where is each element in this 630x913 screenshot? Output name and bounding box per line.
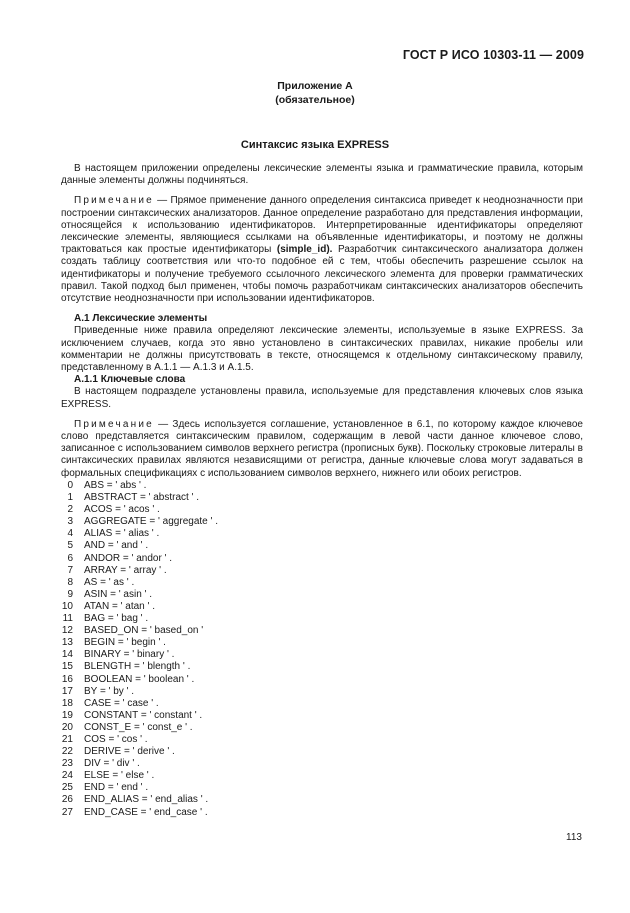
keyword-rule-row [58, 492, 218, 504]
rule-text: BASED_ON = ' based_on ' [84, 625, 204, 637]
appendix-title: Приложение А [277, 80, 353, 92]
keyword-rule-row [58, 746, 218, 758]
rule-text: ABS = ' abs ' . [84, 480, 147, 491]
rule-text: CONSTANT = ' constant ' . [84, 709, 203, 721]
rule-number: 5 [67, 540, 73, 552]
keyword-rule-row [58, 516, 218, 528]
rule-number: 7 [67, 564, 73, 576]
rule-text: AS = ' as ' . [84, 576, 135, 588]
rule-text: BEGIN = ' begin ' . [84, 637, 166, 649]
note-label: Примечание [74, 195, 154, 207]
section-a1-title: Лексические элементы [92, 313, 208, 325]
keyword-rule-row [58, 565, 218, 577]
rule-number: 3 [67, 516, 73, 528]
appendix-heading [0, 79, 630, 107]
keyword-rule-row [58, 601, 218, 613]
rule-number: 0 [67, 480, 73, 491]
rule-text: BOOLEAN = ' boolean ' . [84, 673, 195, 685]
rule-number: 26 [61, 794, 73, 806]
rule-text: COS = ' cos ' . [84, 733, 148, 745]
keyword-rule-row [58, 770, 218, 782]
section-a11-heading [61, 374, 583, 386]
rule-text: DIV = ' div ' . [84, 758, 140, 770]
body-text [61, 163, 583, 480]
section-a1-text: Приведенные ниже правила определяют лексические элементы, используемые в языке EXPRESS. За исключением случаев, когда это явно установлено в синтаксических правилах, никакие пробелы или комментарии не должны присутствовать в тексте, относящемся к отдельному синтаксическому правилу, представленному в А.1.1 — А.1.3 и А.1.5. [61, 325, 583, 374]
rule-text: END_ALIAS = ' end_alias ' . [84, 794, 209, 806]
keyword-rule-row [58, 528, 218, 540]
rule-number: 22 [61, 746, 73, 758]
rule-number: 10 [61, 600, 73, 612]
rule-number: 25 [61, 782, 73, 794]
note-paragraph-2 [61, 419, 583, 480]
rule-number: 20 [61, 721, 73, 733]
section-a1-heading [61, 313, 583, 325]
keyword-rule-row [58, 661, 218, 673]
rule-number: 1 [67, 492, 73, 504]
keyword-rule-row [58, 637, 218, 649]
appendix-status: (обязательное) [275, 94, 355, 106]
rule-text: AGGREGATE = ' aggregate ' . [84, 516, 218, 528]
section-a1-number: А.1 [74, 313, 90, 325]
rule-number: 2 [67, 504, 73, 516]
rule-number: 17 [61, 685, 73, 697]
rule-number: 24 [61, 770, 73, 782]
rule-number: 4 [67, 528, 73, 540]
rule-text: ELSE = ' else ' . [84, 770, 155, 782]
rule-text: BY = ' by ' . [84, 685, 135, 697]
rule-number: 27 [61, 806, 73, 818]
note-text-after: Разработчик синтаксического анализатора должен создать таблицу соответствия или что-то подобное ей с тем, чтобы обеспечить разрешение ссылок на идентификаторы и получение требуемого ссылочного лексического элемента для проверки грамматических правил. Такой подход был применен, чтобы помочь разработчикам синтаксических анализаторов обеспечить отсутствие неоднозначности при использовании идентификаторов. [61, 244, 583, 305]
rule-text: AND = ' and ' . [84, 540, 149, 552]
keyword-rule-row [58, 674, 218, 686]
rule-number: 18 [61, 697, 73, 709]
rule-number: 21 [61, 733, 73, 745]
note-text-before: — Прямое применение данного определения синтаксиса приведет к неоднозначности при построении синтаксических анализаторов. Данное определение разработано для представления информации, относящейся к использованию идентификаторов. Интерпретированные идентификаторы определяют лексические элементы, являющиеся ссылками на объявленные идентификаторы, и поэтому не должны трактоваться как простые идентификаторы [61, 195, 583, 256]
rule-text: BAG = ' bag ' . [84, 613, 149, 625]
keyword-rule-row [58, 540, 218, 552]
keyword-rule-row [58, 782, 218, 794]
standard-designation: ГОСТ Р ИСО 10303-11 — 2009 [402, 48, 584, 62]
note-text: — Здесь используется соглашение, установленное в 6.1, по которому каждое ключевое слово представляется синтаксическим правилом, содержащим в левой части данное ключевое слово, записанное с использованием символов верхнего регистра (прописных букв). Поскольку строковые литералы в синтаксических правилах являются независящими от регистра, данные ключевые слова могут задаваться в формальных спецификациях с использованием символов верхнего, нижнего или обоих регистров. [61, 418, 583, 479]
rule-text: BINARY = ' binary ' . [84, 649, 175, 661]
note-bold-term: (simple_id). [276, 244, 333, 256]
keyword-rule-row [58, 589, 218, 601]
rule-number: 14 [61, 649, 73, 661]
rule-text: BLENGTH = ' blength ' . [84, 661, 191, 673]
page-number: 113 [566, 832, 582, 843]
keyword-rule-row [58, 649, 218, 661]
note-label: Примечание [74, 418, 154, 430]
keyword-rule-row [58, 504, 218, 516]
rule-text: ALIAS = ' alias ' . [84, 528, 160, 540]
keyword-rule-row [58, 698, 218, 710]
note-paragraph-1 [61, 195, 583, 305]
section-a11-title: Ключевые слова [100, 374, 186, 386]
rule-number: 16 [61, 673, 73, 685]
keyword-rule-row [58, 794, 218, 806]
rule-text: ABSTRACT = ' abstract ' . [84, 492, 200, 504]
rule-number: 19 [61, 709, 73, 721]
keyword-rule-row [58, 710, 218, 722]
keyword-rule-row [58, 758, 218, 770]
rule-text: ATAN = ' atan ' . [84, 600, 155, 612]
keyword-rule-row [58, 577, 218, 589]
keyword-rule-row [58, 722, 218, 734]
rule-text: CASE = ' case ' . [84, 697, 159, 709]
rule-number: 6 [67, 552, 73, 564]
section-title: Синтаксис языка EXPRESS [240, 139, 390, 151]
keyword-rule-row [58, 807, 218, 819]
keyword-rule-row [58, 613, 218, 625]
rule-number: 8 [67, 576, 73, 588]
rule-text: CONST_E = ' const_e ' . [84, 721, 193, 733]
rule-number: 23 [61, 758, 73, 770]
rule-number: 13 [61, 637, 73, 649]
keyword-rule-row [58, 734, 218, 746]
rule-number: 11 [62, 613, 73, 625]
section-a11-text: В настоящем подразделе установлены правила, используемые для представления ключевых слов языка EXPRESS. [61, 386, 583, 410]
section-a11-number: А.1.1 [74, 374, 98, 386]
rule-text: DERIVE = ' derive ' . [84, 746, 175, 758]
rule-text: ARRAY = ' array ' . [84, 564, 167, 576]
rule-text: ANDOR = ' andor ' . [84, 552, 173, 564]
rule-text: ACOS = ' acos ' . [84, 504, 160, 516]
keyword-rule-row [58, 480, 218, 492]
keyword-rules-list [58, 480, 218, 819]
intro-paragraph: В настоящем приложении определены лексические элементы языка и грамматические правила, которым данные элементы должны подчиняться. [61, 163, 583, 187]
rule-number: 15 [61, 661, 73, 673]
rule-text: END_CASE = ' end_case ' . [84, 806, 208, 818]
keyword-rule-row [58, 686, 218, 698]
rule-text: ASIN = ' asin ' . [84, 588, 153, 600]
rule-text: END = ' end ' . [84, 782, 149, 794]
keyword-rule-row [58, 553, 218, 565]
rule-number: 9 [67, 588, 73, 600]
keyword-rule-row [58, 625, 218, 637]
rule-number: 12 [61, 625, 73, 637]
